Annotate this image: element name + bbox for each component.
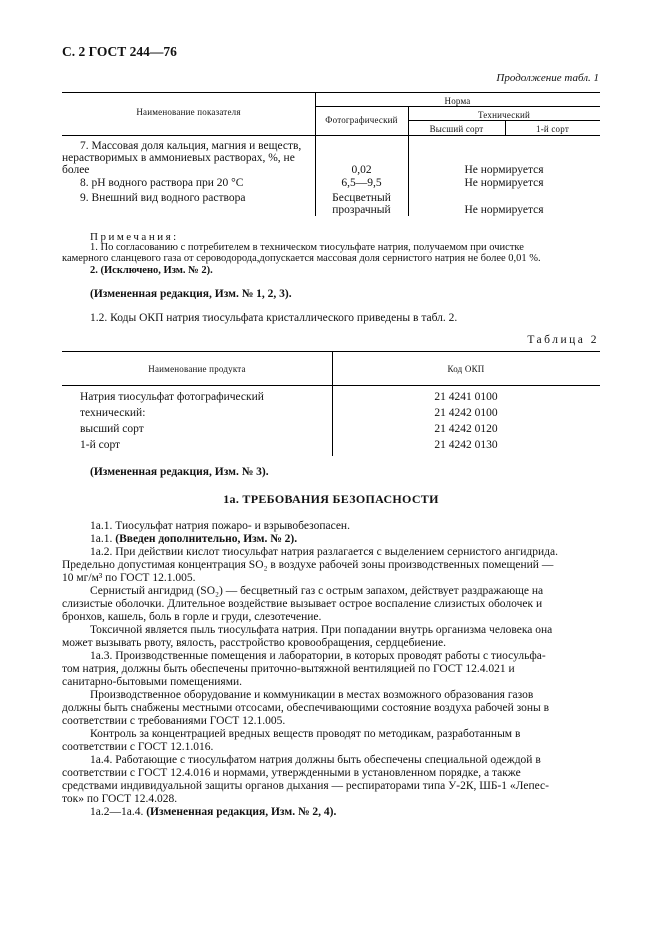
paragraph-line: Контроль за концентрацией вредных веществ проводят по методикам, разработанным в (90, 728, 521, 740)
row-indicator-text: 7. Массовая доля кальция, магния и веществ, (80, 140, 302, 152)
paragraph-line: может вызывать рвоту, вялость, расстройство кровообращения, сердцебиение. (62, 637, 446, 649)
table-rule (408, 120, 600, 121)
amendment-note: (Введен дополнительно, Изм. № 2). (115, 533, 298, 545)
product-name: Натрия тиосульфат фотографический (80, 391, 264, 403)
paragraph (90, 806, 336, 818)
paragraph-line: 1а.3. Производственные помещения и лаборатории, в которых проводят работы с тиосульфа- (90, 650, 546, 662)
row-photo-value: 6,5—9,5 (341, 177, 382, 189)
okp-code: 21 4242 0120 (434, 423, 498, 435)
col-header-technical: Технический (477, 110, 531, 120)
notes-title: Примечания: (90, 231, 179, 243)
edit-note: (Измененная редакция, Изм. № 3). (90, 466, 269, 478)
col-header-photographic: Фотографический (325, 115, 398, 125)
paragraph-line: Токсичной является пыль тиосульфата натрия. При попадании внутрь организма человека она (90, 624, 553, 636)
clause-number: 1а.1. (90, 533, 113, 545)
paragraph-line: должны быть снабжены местными отсосами, обеспечивающими состояние воздуха рабочей зоны в (62, 702, 550, 714)
paragraph-line: Производственное оборудование и коммуникации в местах возможного образования газов (90, 689, 534, 701)
page-header: С. 2 ГОСТ 244—76 (62, 44, 177, 59)
table-rule (62, 385, 600, 386)
product-name: высший сорт (80, 423, 144, 435)
okp-code: 21 4241 0100 (434, 391, 498, 403)
paragraph-line: санитарно-бытовыми помещениями. (62, 676, 243, 688)
col-header-okp-code: Код ОКП (447, 364, 485, 374)
paragraph: 1.2. Коды ОКП натрия тиосульфата кристаллического приведены в табл. 2. (90, 312, 458, 324)
row-photo-value: 0,02 (351, 164, 372, 176)
row-indicator-text: нерастворимых в аммониевых растворах, %, не (62, 152, 295, 164)
table-continuation-label: Продолжение табл. 1 (496, 72, 599, 84)
row-indicator-text: более (62, 164, 90, 176)
col-header-top-grade: Высший сорт (429, 124, 484, 134)
table-rule (408, 106, 409, 216)
col-header-indicator: Наименование показателя (136, 107, 241, 117)
paragraph-line: 1а.4. Работающие с тиосульфатом натрия должны быть обеспечены специальной одеждой в (90, 754, 541, 766)
paragraph-line: соответствии с требованиями ГОСТ 12.1.005. (62, 715, 286, 727)
paragraph: 1а.1. Тиосульфат натрия пожаро- и взрывобезопасен. (90, 520, 350, 532)
note-1: 1. По согласованию с потребителем в техническом тиосульфате натрия, получаемом при очистке (90, 242, 524, 253)
row-photo-value: Бесцветный (332, 192, 391, 204)
table-rule (62, 351, 600, 352)
note-1: камерного сланцевого газа от сероводорода,допускается массовая доля сернистого натрия не более 0,01 %. (62, 253, 541, 264)
col-header-first-grade: 1-й сорт (536, 124, 569, 134)
row-photo-value: прозрачный (332, 204, 391, 216)
paragraph (90, 533, 297, 545)
row-tech-value: Не нормируется (464, 177, 544, 189)
clause-number: 1а.2—1а.4. (90, 806, 144, 818)
paragraph-line: средствами индивидуальной защиты органов дыхания — респираторами типа У-2К, ШБ-1 «Лепес- (62, 780, 549, 792)
row-tech-value: Не нормируется (464, 204, 544, 216)
table-rule (62, 92, 600, 93)
col-header-product: Наименование продукта (148, 364, 246, 374)
amendment-note: (Измененная редакция, Изм. № 2, 4). (146, 806, 337, 818)
row-tech-value: Не нормируется (464, 164, 544, 176)
product-name: технический: (80, 407, 146, 419)
paragraph-line: ток» по ГОСТ 12.4.028. (62, 793, 178, 805)
paragraph-line: соответствии с ГОСТ 12.1.016. (62, 741, 214, 753)
paragraph-line: 1а.2. При действии кислот тиосульфат натрия разлагается с выделением сернистого ангидрида. (90, 546, 559, 558)
paragraph-line: том натрия, должны быть обеспечены приточно-вытяжной вентиляцией по ГОСТ 12.4.021 и (62, 663, 515, 675)
paragraph-line: соответствии с ГОСТ 12.4.016 и нормами, утвержденными в установленном порядке, а также (62, 767, 521, 779)
note-2: 2. (Исключено, Изм. № 2). (90, 265, 213, 276)
product-name: 1-й сорт (80, 439, 121, 451)
paragraph-line: слизистые оболочки. Длительное воздействие вызывает острое воспаление слизистых оболочек и (62, 598, 543, 610)
row-indicator-text: 8. pH водного раствора при 20 °С (80, 177, 244, 189)
paragraph-line: 10 мг/м³ по ГОСТ 12.1.005. (62, 572, 196, 584)
row-indicator-text: 9. Внешний вид водного раствора (80, 192, 246, 204)
paragraph-line: бронхов, кашель, боль в горле и груди, слезотечение. (62, 611, 322, 623)
section-title: 1а. ТРЕБОВАНИЯ БЕЗОПАСНОСТИ (223, 492, 439, 506)
okp-code: 21 4242 0130 (434, 439, 498, 451)
okp-code: 21 4242 0100 (434, 407, 498, 419)
table-2-label: Таблица 2 (527, 334, 599, 346)
paragraph-line: Сернистый ангидрид (SO₂) — бесцветный газ с острым запахом, действует раздражающе на (90, 585, 544, 597)
table-rule (62, 135, 600, 136)
col-header-norma: Норма (444, 96, 471, 106)
paragraph-line: Предельно допустимая концентрация SO₂ в воздухе рабочей зоны производственных помещений — (62, 559, 554, 571)
table-rule (315, 106, 600, 107)
edit-note: (Измененная редакция, Изм. № 1, 2, 3). (90, 288, 292, 300)
